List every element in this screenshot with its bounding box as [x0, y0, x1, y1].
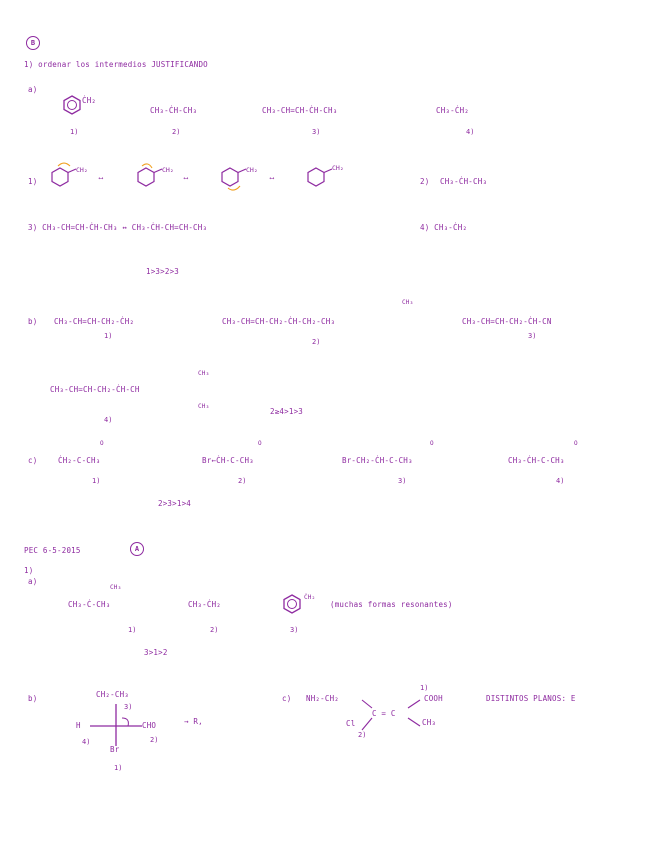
svg-text:CH₂: CH₂ [162, 166, 174, 174]
fischer-cross [86, 702, 146, 748]
res3: 3) CH₃-CH=CH-ĊH-CH₃ ↔ CH₃-ĊH-CH=CH-CH₃ [28, 223, 208, 232]
struct-c1-num: 1) [92, 477, 101, 485]
pec-a3: ĊH₂ [304, 594, 316, 601]
svg-text:⟷: ⟷ [99, 174, 103, 182]
part-a-label: a) [28, 85, 38, 94]
struct-c2-num: 2) [238, 477, 247, 485]
pec-q: 1) [24, 566, 34, 575]
struct-a3-num: 3) [312, 128, 321, 136]
pec-part-b-label: b) [28, 694, 38, 703]
struct-c2-top: O [258, 440, 262, 447]
struct-b2: CH₃-CH=CH-CH₂-ĊH-CH₂-CH₃ [222, 317, 336, 326]
struct-c4: CH₃-ĊH-C-CH₃ [508, 456, 565, 465]
struct-a2-num: 2) [172, 128, 181, 136]
struct-b4-num: 4) [104, 416, 113, 424]
pec-c-n2: 2) [358, 731, 367, 739]
pec-a3-num: 3) [290, 626, 299, 634]
part-c-label: c) [28, 456, 38, 465]
pec-title: PEC 6-5-2015 [24, 546, 81, 555]
alkene-bonds [352, 696, 432, 736]
pec-c-left-top: NH₂-CH₂ [306, 694, 340, 703]
pec-a2: CH₃-ĊH₂ [188, 600, 222, 609]
struct-b1: CH₃-CH=CH-CH₂-ĊH₂ [54, 317, 135, 326]
res2: CH₃-ĊH-CH₃ [440, 177, 488, 186]
part-b-label: b) [28, 317, 38, 326]
svg-text:CH₂: CH₂ [246, 166, 258, 174]
pec-b-n2: 2) [150, 736, 159, 744]
struct-b2-top: CH₃ [402, 299, 414, 306]
pec-b-right: CHO [142, 721, 157, 730]
struct-a1-num: 1) [70, 128, 79, 136]
order-b: 2≥4>1>3 [270, 407, 304, 416]
order-a: 1>3>2>3 [146, 267, 180, 276]
pec-c-n1: 1) [420, 684, 429, 692]
pec-b-n1: 1) [114, 764, 123, 772]
struct-b3: CH₃-CH=CH-CH₂-ĊH-CN [462, 317, 552, 326]
pec-a1: CH₃-Ċ-CH₃ [68, 600, 111, 609]
svg-text:⟷: ⟷ [184, 174, 188, 182]
struct-a1: ĊH₂ [82, 96, 97, 105]
pec-a2-num: 2) [210, 626, 219, 634]
struct-c1-top: O [100, 440, 104, 447]
pec-b-n3: 3) [124, 703, 133, 711]
res4: 4) CH₃-ĊH₂ [420, 223, 468, 232]
struct-c1: ĊH₂-C-CH₃ [58, 456, 101, 465]
pec-b-top: CH₂-CH₃ [96, 690, 130, 699]
struct-a2: CH₃-ĊH-CH₃ [150, 106, 198, 115]
pec-c-note: DISTINTOS PLANOS: E [486, 694, 576, 703]
struct-a4: CH₃-ĊH₂ [436, 106, 470, 115]
pec-c-right-top: COOH [424, 694, 443, 703]
struct-c2: Br←ĊH-C-CH₃ [202, 456, 254, 465]
pec-mark: A [130, 542, 144, 556]
pec-order-a: 3>1>2 [144, 648, 168, 657]
question-title: 1) ordenar los intermedios JUSTIFICANDO [24, 60, 208, 69]
pec-a-note: (muchas formas resonantes) [330, 600, 453, 609]
order-c: 2>3>1>4 [158, 499, 192, 508]
res1-label: 1) [28, 177, 38, 186]
struct-b2-num: 2) [312, 338, 321, 346]
svg-text:CH₂: CH₂ [332, 164, 344, 172]
struct-c3-top: O [430, 440, 434, 447]
svg-text:CH₂: CH₂ [76, 166, 88, 174]
benzene-ring-icon-2 [282, 594, 302, 614]
res2-label: 2) [420, 177, 430, 186]
struct-b4: CH₃-CH=CH-CH₂-ĊH-CH [50, 385, 140, 394]
struct-b1-num: 1) [104, 332, 113, 340]
svg-text:⟷: ⟷ [270, 174, 274, 182]
pec-part-a-label: a) [28, 577, 38, 586]
benzyl-resonance-structures [44, 160, 364, 194]
struct-c3-num: 3) [398, 477, 407, 485]
pec-a1-top: CH₃ [110, 584, 122, 591]
struct-c4-num: 4) [556, 477, 565, 485]
pec-b-result: → R, [184, 717, 203, 726]
pec-c-right-bottom: CH₃ [422, 718, 437, 727]
pec-part-c-label: c) [282, 694, 292, 703]
pec-c-center: C = C [372, 709, 396, 718]
pec-a1-num: 1) [128, 626, 137, 634]
struct-a3: CH₃-CH=CH-ĊH-CH₃ [262, 106, 338, 115]
pec-c-left-bottom: Cl [346, 719, 356, 728]
struct-c3: Br-CH₂-ĊH-C-CH₃ [342, 456, 413, 465]
benzene-ring-icon [62, 95, 82, 115]
struct-b4-top: CH₃ [198, 370, 210, 377]
struct-b4-bottom: CH₃ [198, 403, 210, 410]
pec-b-bottom: Br [110, 745, 120, 754]
struct-a4-num: 4) [466, 128, 475, 136]
struct-b3-num: 3) [528, 332, 537, 340]
pec-b-left: H [76, 721, 81, 730]
struct-c4-top: O [574, 440, 578, 447]
section-b-mark: B [26, 36, 40, 50]
pec-b-n4: 4) [82, 738, 91, 746]
